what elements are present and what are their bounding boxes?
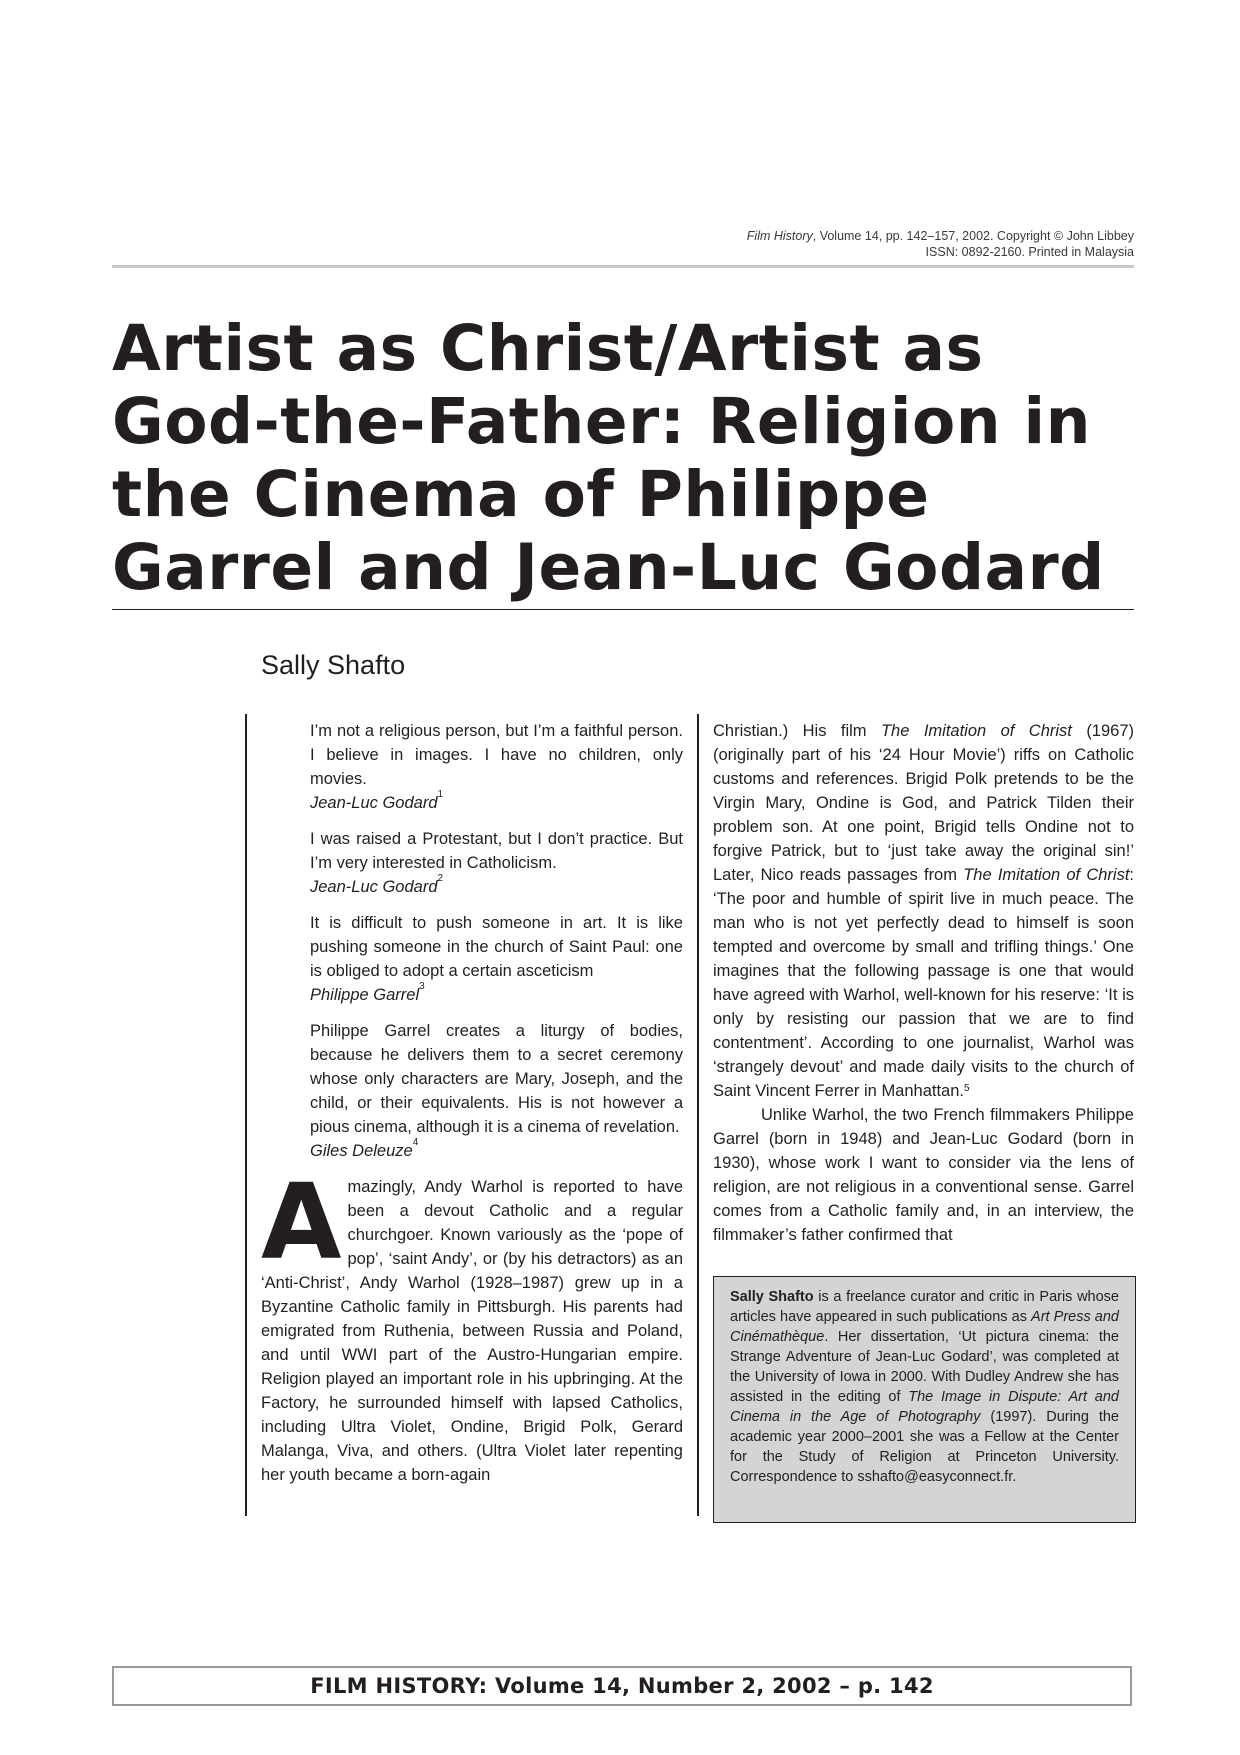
bio-author-name: Sally Shafto (730, 1289, 814, 1305)
journal-name: Film History (746, 229, 813, 243)
body-paragraph (713, 719, 1134, 1103)
source-name: Giles Deleuze (310, 1142, 413, 1160)
title-divider (112, 609, 1134, 610)
title-line: God-the-Father: Religion in (112, 385, 1091, 458)
bio-text: (1997). During the academic year 2000–2001 she was a Fellow at the Center for the Study of Religion at Princeton University. Correspondence to sshafto@easyconnect.fr. (730, 1409, 1119, 1485)
epigraph (261, 1019, 683, 1163)
left-column-rule (245, 714, 247, 1516)
bio-text: is a freelance curator and critic in Paris whose articles have appeared in such publications as (730, 1289, 1119, 1325)
epigraph (261, 719, 683, 815)
bio-publications: Art Press and Cinémathèque (730, 1309, 1120, 1345)
epigraph-text: It is difficult to push someone in art. It is like pushing someone in the church of Saint Paul: one is obliged to adopt a certain asceticism (310, 914, 683, 980)
author-name: Sally Shafto (261, 650, 406, 680)
paragraph-text: (1967) (originally part of his ‘24 Hour Movie’) riffs on Catholic customs and references. Brigid Polk pretends to be the Virgin Mary, Ondine is God, and Patrick Tilden their problem son. At one point, Brigid tells Ondine not to forgive Patrick, but to ‘just take away the original sin!’ Later, Nico reads passages from (713, 722, 1135, 884)
footnote-ref[interactable]: 1 (437, 789, 444, 800)
article-title (112, 312, 1152, 604)
film-title: The Imitation of Christ (963, 866, 1130, 884)
footnote-ref[interactable]: 4 (412, 1137, 419, 1148)
header-divider (112, 265, 1134, 268)
film-title: The Imitation of Christ (880, 722, 1072, 740)
body-paragraph: Unlike Warhol, the two French filmmakers Philippe Garrel (born in 1948) and Jean-Luc Godard (born in 1930), whose work I want to consider via the lens of religion, are not religious in a conventional sense. Garrel comes from a Catholic family and, in an interview, the filmmaker’s father confirmed that (713, 1106, 1134, 1244)
epigraph-source (310, 1139, 683, 1163)
epigraph-text: I was raised a Protestant, but I don’t practice. But I’m very interested in Catholicism. (310, 830, 683, 872)
title-line: the Cinema of Philippe (112, 458, 930, 531)
source-name: Jean-Luc Godard (310, 878, 438, 896)
drop-cap: A (261, 1161, 342, 1283)
issn-line: ISSN: 0892-2160. Printed in Malaysia (925, 245, 1134, 259)
epigraph-text: I’m not a religious person, but I’m a faithful person. I believe in images. I have no children, only movies. (310, 722, 683, 788)
citation-line (747, 228, 1134, 244)
epigraph (261, 827, 683, 899)
epigraph-text: Philippe Garrel creates a liturgy of bodies, because he delivers them to a secret ceremony whose only characters are Mary, Joseph, and the child, or their equivalents. His is not however a pious cinema, although it is a cinema of revelation. (310, 1022, 683, 1136)
citation-details: , Volume 14, pp. 142–157, 2002. Copyright © John Libbey (812, 229, 1134, 243)
title-line: Artist as Christ/Artist as (112, 312, 984, 385)
header-citation (747, 228, 1134, 260)
source-name: Philippe Garrel (310, 986, 420, 1004)
column-divider-rule (697, 714, 699, 1516)
source-name: Jean-Luc Godard (310, 794, 438, 812)
footnote-ref[interactable]: 5 (964, 1083, 970, 1094)
epigraph-source (310, 983, 683, 1007)
left-column (261, 719, 683, 1487)
footnote-ref[interactable]: 2 (437, 873, 444, 884)
body-paragraph (261, 1161, 683, 1487)
epigraph-source (310, 875, 683, 899)
epigraph-source (310, 791, 683, 815)
paragraph-text: Christian.) His film (713, 722, 881, 740)
paragraph-text: mazingly, Andy Warhol is reported to have been a devout Catholic and a regular churchgoer. Known variously as the ‘pope of pop’, ‘saint Andy’, or (by his detractors) as an ‘Anti-Christ’, Andy Warhol (1928–1987) grew up in a Byzantine Catholic family in Pittsburgh. His parents had emigrated from Ruthenia, between Russia and Poland, and until WWI part of the Austro-Hungarian empire. Religion played an important role in his upbringing. At the Factory, he surrounded himself with lapsed Catholics, including Ultra Violet, Ondine, Brigid Polk, Gerard Malanga, Viva, and others. (Ultra Violet later repenting her youth became a born-again (261, 1178, 683, 1484)
bio-book-title: The Image in Dispute: Art and Cinema in the Age of Photography (730, 1389, 1119, 1425)
footnote-ref[interactable]: 3 (419, 981, 425, 992)
title-line: Garrel and Jean-Luc Godard (112, 531, 1105, 604)
page-footer: FILM HISTORY: Volume 14, Number 2, 2002 – p. 142 (112, 1666, 1132, 1706)
paragraph-text: : ‘The poor and humble of spirit live in much peace. The man who is not yet perfectly dead to himself is soon tempted and overcome by small and trifling things.’ One imagines that the following passage is one that would have agreed with Warhol, well-known for his reserve: ‘It is only by resisting our passion that we are to find contentment’. According to one journalist, Warhol was ‘strangely devout’ and made daily visits to the church of Saint Vincent Ferrer in Manhattan. (713, 866, 1135, 1100)
epigraph (261, 911, 683, 1007)
author-bio-box (713, 1276, 1136, 1523)
bio-text: . Her dissertation, ‘Ut pictura cinema: the Strange Adventure of Jean-Luc Godard’, was completed at the University of Iowa in 2000. With Dudley Andrew she has assisted in the editing of (730, 1329, 1119, 1405)
right-column (713, 719, 1134, 1247)
